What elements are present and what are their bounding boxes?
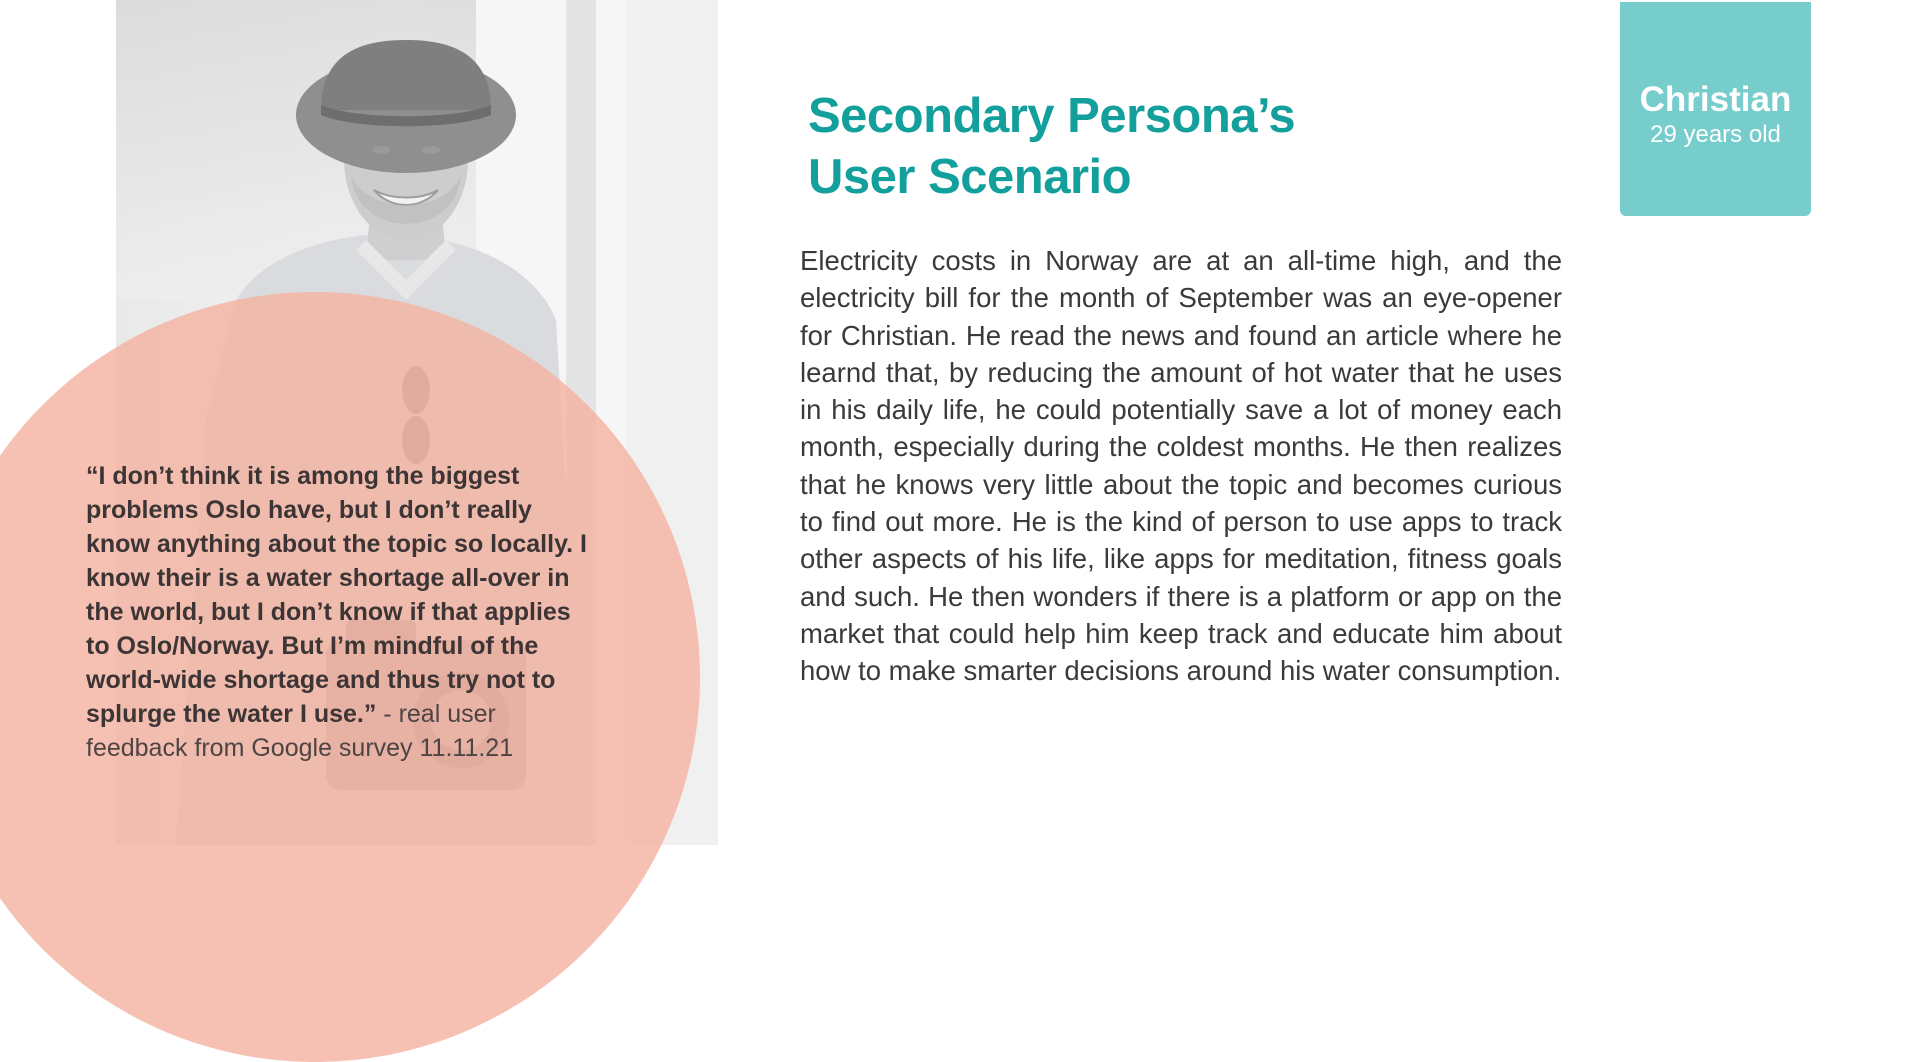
page-title-line-1: Secondary Persona’s [808, 89, 1296, 143]
persona-name: Christian [1639, 80, 1792, 119]
user-quote [86, 459, 591, 765]
persona-age: 29 years old [1650, 121, 1781, 148]
quote-source: - real user feedback from Google survey 11.11.21 [86, 700, 514, 762]
persona-badge [1620, 2, 1811, 216]
user-scenario-text: Electricity costs in Norway are at an all-time high, and the electricity bill for the month of September was an eye-opener for Christian. He read the news and found an article where he learnd that, by reducing the amount of hot water that he uses in his daily life, he could potentially save a lot of money each month, especially during the coldest months. He then realizes that he knows very little about the topic and becomes curious to find out more. He is the kind of person to use apps to track other aspects of his life, like apps for meditation, fitness goals and such. He then wonders if there is a platform or app on the market that could help him keep track and educate him about how to make smarter decisions around his water consumption. [800, 245, 1562, 687]
quote-text: “I don’t think it is among the biggest problems Oslo have, but I don’t really know anything about the topic so locally. I know their is a water shortage all-over in the world, but I don’t know if that applies to Oslo/Norway. But I’m mindful of the world-wide shortage and thus try not to splurge the water I use.” [86, 462, 587, 728]
page-title [808, 86, 1295, 208]
page-title-line-2: User Scenario [808, 150, 1132, 204]
